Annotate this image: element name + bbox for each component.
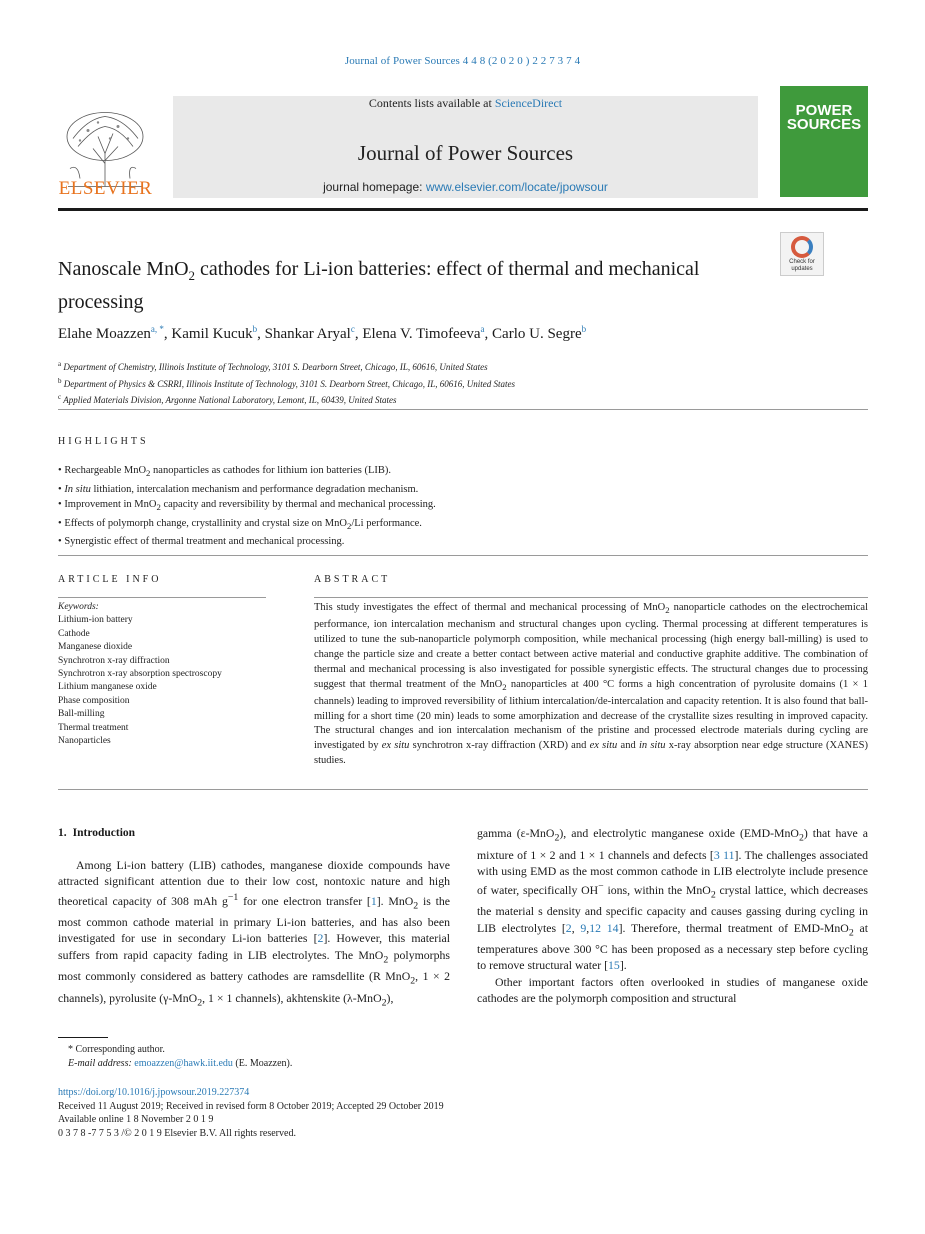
citation-link[interactable]: 2 — [317, 931, 324, 946]
keyword: Ball-milling — [58, 709, 105, 720]
author[interactable]: Carlo U. Segre — [492, 326, 582, 342]
check-updates-label: Check for updates — [789, 259, 815, 272]
author[interactable]: Elena V. Timofeeva — [362, 326, 481, 342]
abstract-text: This study investigates the effect of thermal and mechanical processing of MnO$_2$ nanoparticle cathodes on the electrochemical performance, ion intercalation mechanism and structural changes upon cycling. Thermal processing at different temperatures is utilized to tune the sub-nanoparticle polymorph composition, while mechanical processing (high energy ball-milling) is used to change the particle size and create a better contact between active material and conductive graphite additive. The combination of thermal and mechanical processing is also investigated for possible synergistic effects. The structural changes due to processing suggest that thermal treatment of the MnO$_2$ nanoparticles at 400 °C forms a high concentration of pyrolusite domains (1 × 1 channels) leading to improved reversibility of lithium intercalation/de-intercalation and capacity retention. It is also found that ball-milling for a short time (20 min) leads to some amorphization and decrease of the crystallite sizes resulting in improved capacity. The structural changes and ion intercalation mechanism of the pristine and processed electrode materials during cycling are investigated by ex situ synchrotron x-ray diffraction (XRD) and ex situ and in situ x-ray absorption near edge structure (XANES) studies. — [314, 602, 868, 767]
keyword: Synchrotron x-ray diffraction — [58, 655, 170, 666]
publisher-name: ELSEVIER — [58, 178, 153, 199]
affiliations-divider — [58, 409, 868, 410]
article-info-divider — [58, 597, 266, 598]
doi-link[interactable]: https://doi.org/10.1016/j.jpowsour.2019.227374 — [58, 1087, 250, 1098]
paragraph: gamma (ε-MnO$_2$), and electrolytic manganese oxide (EMD-MnO$_2$) that have a mixture of 1 × 2 and 1 × 1 channels and defects [3 11]. The challenges associated with using EMD as the most common cathode in LIB electrolyte include presence of water, specifically OH− ions, within the MnO$_2$ crystal lattice, which decreases the material s density and specific capacity and causes gassing during cycling in LIB electrolytes [2, 9,12 14]. Therefore, thermal treatment of EMD-MnO$_2$ at temperatures above 300 °C has been proposed as a necessary step before cycling to remove structural water [15]. — [477, 826, 869, 973]
abstract-bottom-divider — [58, 789, 868, 790]
sciencedirect-link[interactable]: ScienceDirect — [494, 96, 563, 110]
cover-title: POWER SOURCES — [786, 102, 862, 133]
journal-homepage: journal homepage: www.elsevier.com/locate/jpowsour — [323, 180, 608, 194]
keyword: Thermal treatment — [58, 722, 129, 733]
affiliation: $^c$ Applied Materials Division, Argonne National Laboratory, Lemont, IL, 60439, United States — [58, 393, 397, 405]
highlight-item: • Rechargeable MnO$_2$ nanoparticles as cathodes for lithium ion batteries (LIB). — [58, 463, 868, 482]
author[interactable]: Elahe Moazzen — [58, 326, 151, 342]
keyword: Synchrotron x-ray absorption spectroscopy — [58, 669, 222, 680]
contents-line: Contents lists available at ScienceDirect — [368, 96, 563, 110]
author[interactable]: Kamil Kucuk — [171, 326, 253, 342]
keywords-label: Keywords: — [58, 602, 99, 612]
check-for-updates-button[interactable] — [780, 232, 824, 276]
highlight-item: • Effects of polymorph change, crystallinity and crystal size on MnO$_2$/Li performance. — [58, 516, 868, 535]
citation-link[interactable]: 12 14 — [589, 920, 619, 935]
journal-reference[interactable]: Journal of Power Sources 4 4 8 (2 0 2 0 ) 2 2 7 3 7 4 — [344, 55, 581, 67]
author-list: Elahe Moazzen$^{a, *}$, Kamil Kucuk$^b$, Shankar Aryal$^c$, Elena V. Timofeeva$^a$, Carlo U. Segre$^b$ — [58, 324, 587, 342]
abstract-divider — [314, 597, 868, 598]
affiliation: $^b$ Department of Physics & CSRRI, Illinois Institute of Technology, 3101 S. Dearborn Street, Chicago, IL, 60616, United States — [58, 376, 516, 389]
publication-info — [58, 1086, 658, 1140]
email-note: E-mail address: emoazzen@hawk.iit.edu (E. Moazzen). — [68, 1058, 293, 1069]
highlights-list — [58, 463, 868, 550]
highlights-divider — [58, 555, 868, 556]
footnotes — [58, 1043, 458, 1071]
abstract-heading: ABSTRACT — [314, 574, 391, 585]
body-column-right — [477, 825, 868, 1006]
citation-link[interactable]: 3 11 — [713, 847, 735, 862]
highlight-item: • Improvement in MnO$_2$ capacity and reversibility by thermal and mechanical processing. — [58, 497, 868, 516]
highlight-item: • In situ lithiation, intercalation mechanism and performance degradation mechanism. — [58, 482, 868, 498]
paragraph: Among Li-ion battery (LIB) cathodes, manganese dioxide compounds have attracted significant attention due to their low cost, nontoxic nature and high theoretical capacity of 308 mAh $g^{-1}$ for one electron transfer [1]. MnO$_2$ is the most common cathode material in primary Li-ion batteries, and has also been investigated for use in secondary Li-ion batteries [2]. However, this material suffers from rapid capacity fading in LIB electrolytes. The MnO$_2$ polymorphs most commonly considered as battery cathodes are ramsdellite (R MnO$_2$, 1 × 2 channels), pyrolusite (γ-MnO$_2$, 1 × 1 channels), akhtenskite (λ-MnO$_2$), — [58, 858, 451, 1008]
keyword: Lithium-ion battery — [58, 615, 133, 626]
keyword: Cathode — [58, 628, 90, 639]
email-link[interactable]: emoazzen@hawk.iit.edu — [134, 1058, 233, 1069]
paragraph: Other important factors often overlooked in studies of manganese oxide cathodes are the polymorph composition and structural — [477, 974, 868, 1005]
article-title: Nanoscale MnO$_2$ cathodes for Li-ion batteries: effect of thermal and mechanical processing — [58, 258, 700, 313]
citation-link[interactable]: 1 — [370, 893, 377, 908]
keyword: Phase composition — [58, 695, 130, 706]
author[interactable]: Shankar Aryal — [264, 326, 351, 342]
copyright: 0 3 7 8 -7 7 5 3 /© 2 0 1 9 Elsevier B.V. All rights reserved. — [58, 1127, 296, 1139]
check-updates-icon — [791, 236, 813, 258]
header-divider — [58, 208, 868, 211]
affiliations — [58, 358, 868, 408]
citation-link[interactable]: 15 — [608, 958, 620, 973]
journal-header — [58, 86, 868, 198]
keywords-list — [58, 601, 288, 748]
affiliation: $^a$ Department of Chemistry, Illinois Institute of Technology, 3101 S. Dearborn Street, Chicago, IL, 60616, United States — [58, 360, 488, 372]
received-dates: Received 11 August 2019; Received in revised form 8 October 2019; Accepted 29 October 2019 — [58, 1100, 444, 1112]
journal-cover-image — [780, 86, 868, 197]
footnote-divider — [58, 1037, 108, 1038]
article-info-heading: ARTICLE INFO — [58, 574, 162, 585]
keyword: Nanoparticles — [58, 736, 111, 747]
keyword: Manganese dioxide — [58, 642, 133, 653]
citation-link[interactable]: 9 — [580, 920, 587, 935]
citation-link[interactable]: 2 — [565, 920, 572, 935]
highlights-heading: HIGHLIGHTS — [58, 436, 149, 447]
body-column-left — [58, 825, 450, 1011]
corresponding-author-note: * Corresponding author. — [68, 1044, 165, 1055]
journal-title: Journal of Power Sources — [357, 141, 574, 165]
available-online: Available online 1 8 November 2 0 1 9 — [58, 1114, 214, 1125]
keyword: Lithium manganese oxide — [58, 682, 157, 693]
journal-header-box — [173, 96, 758, 198]
section-heading: 1. Introduction — [58, 827, 136, 839]
highlight-item: • Synergistic effect of thermal treatment and mechanical processing. — [58, 534, 868, 550]
homepage-link[interactable]: www.elsevier.com/locate/jpowsour — [425, 180, 608, 194]
